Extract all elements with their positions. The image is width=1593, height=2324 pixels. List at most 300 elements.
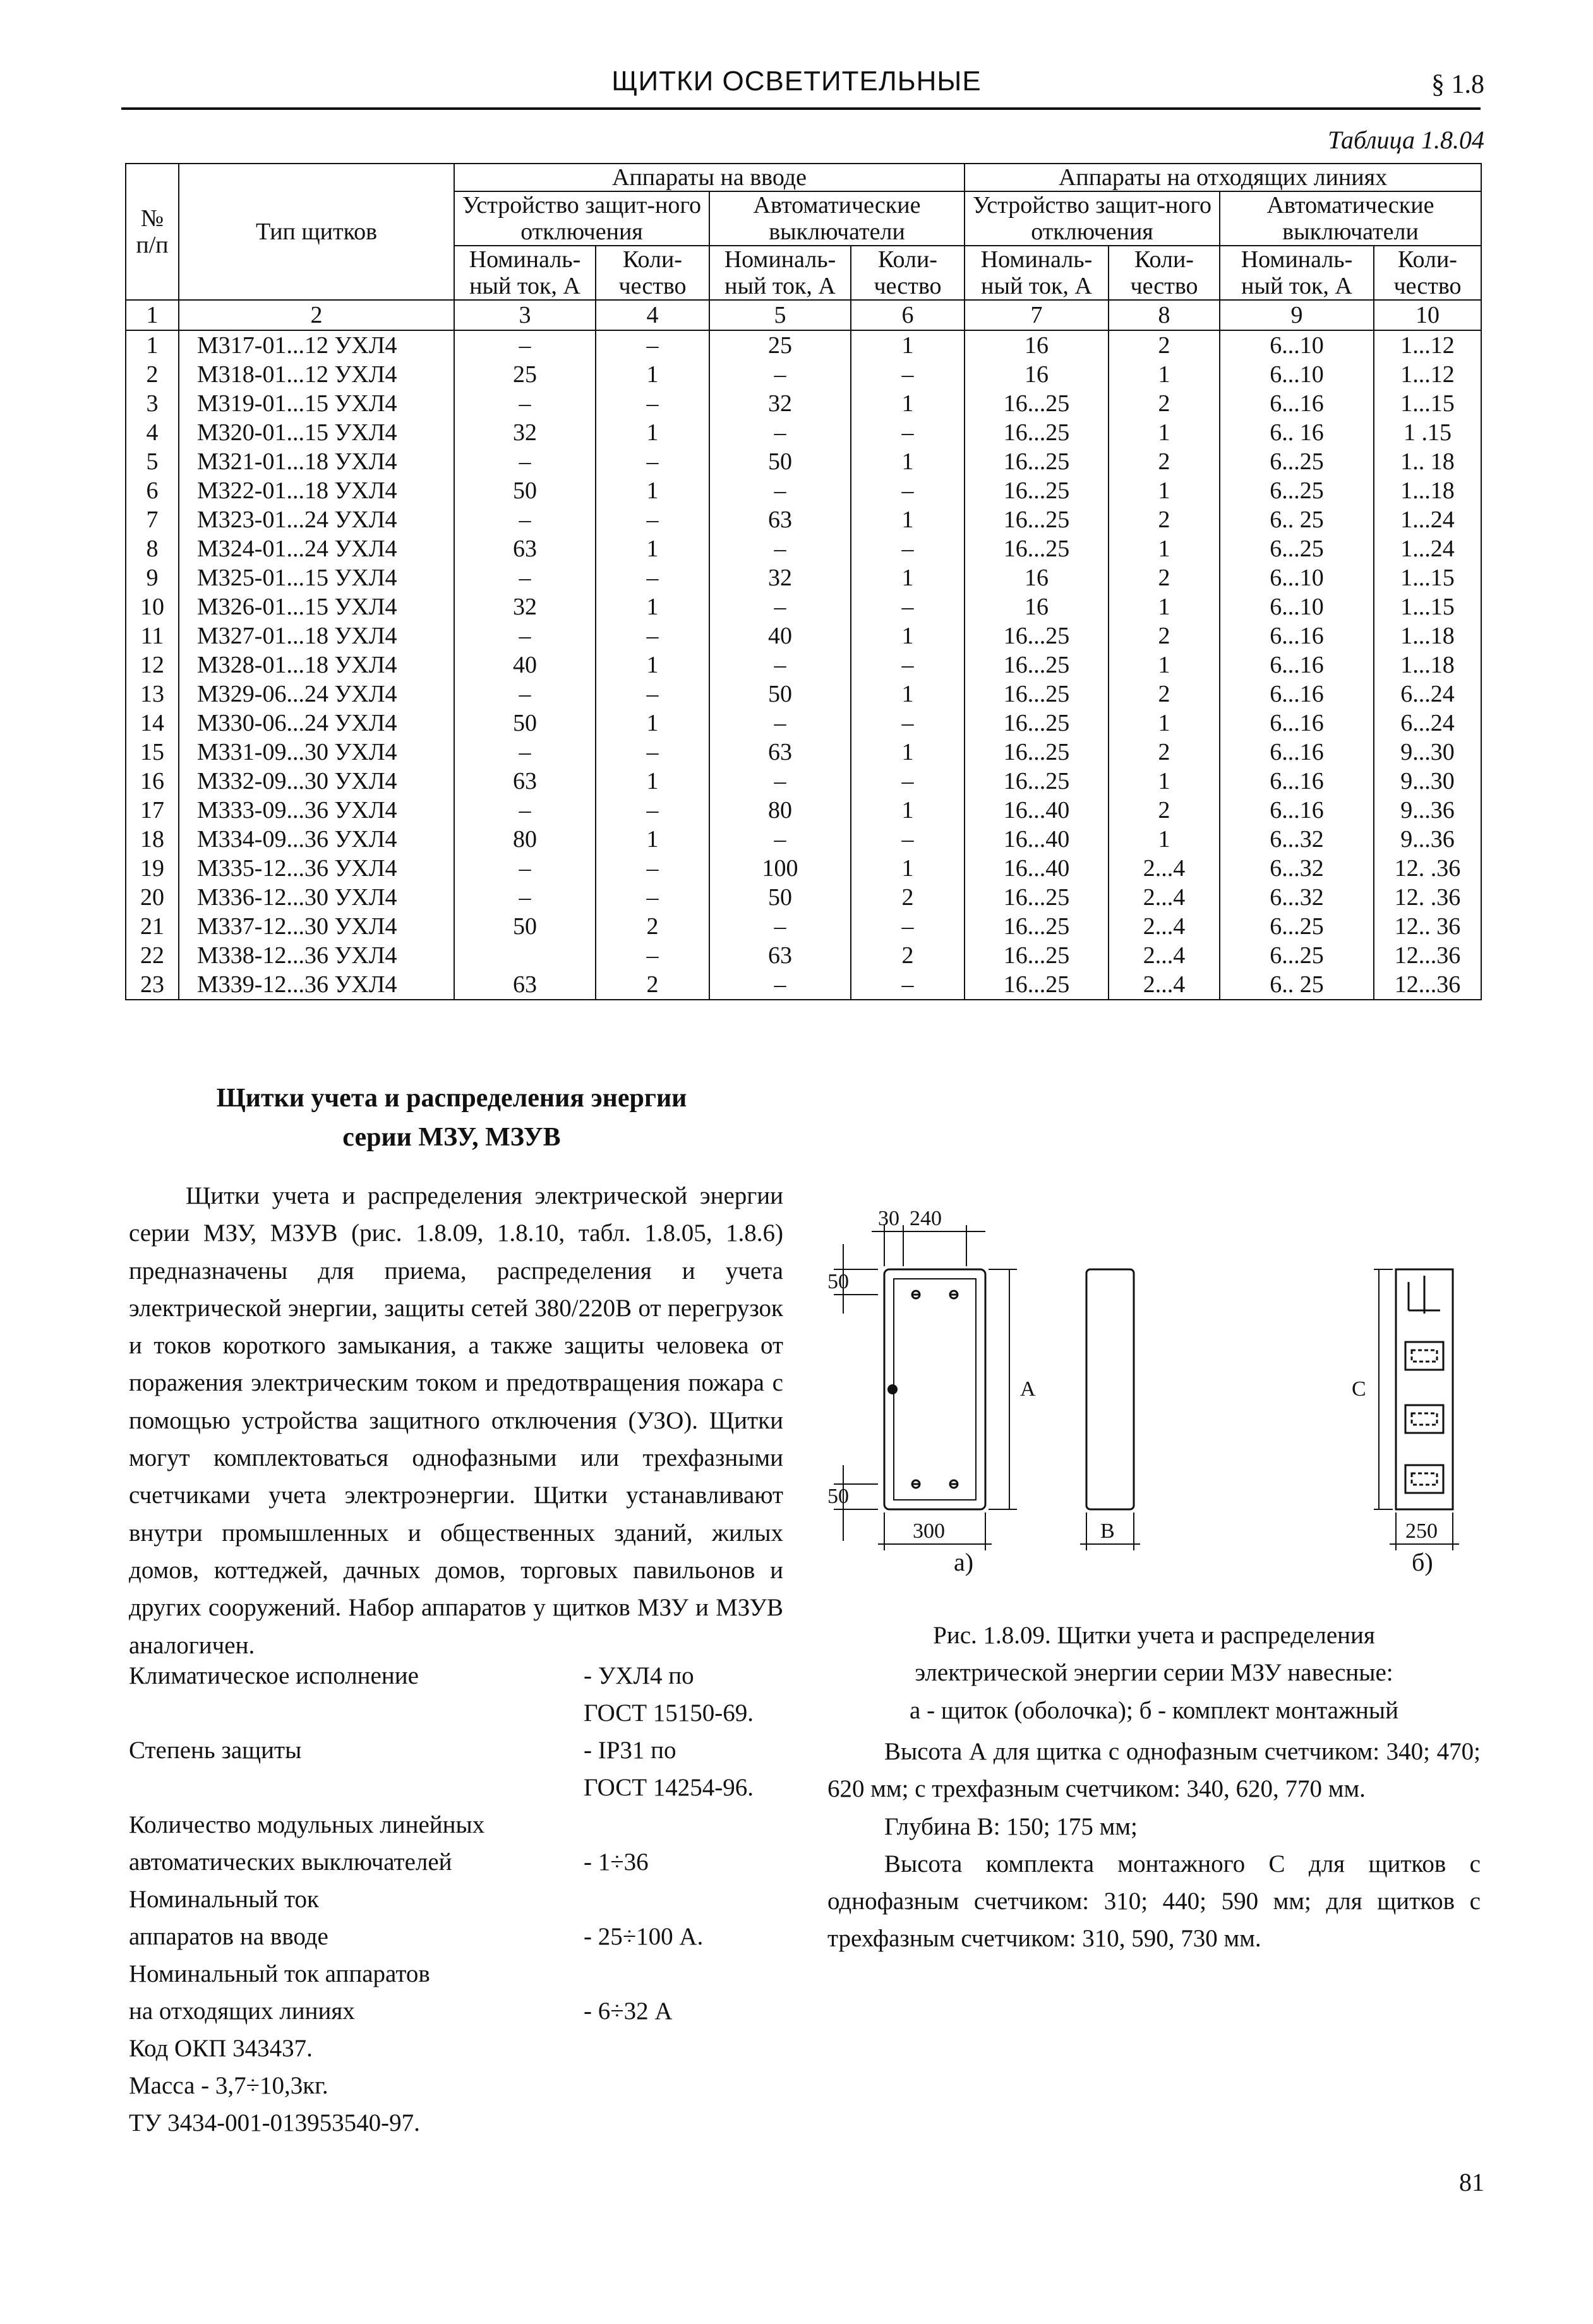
page-number: 81 bbox=[1459, 2168, 1484, 2196]
table-cell: 1 bbox=[596, 825, 709, 854]
spec-label: ТУ 3434-001-013953540-97. bbox=[129, 2109, 420, 2136]
table-cell: – bbox=[709, 970, 851, 1000]
table-cell: 12...36 bbox=[1374, 941, 1481, 970]
table-row bbox=[126, 621, 1481, 650]
table-cell: 16...25 bbox=[965, 709, 1109, 738]
table-cell: 80 bbox=[454, 825, 596, 854]
spec-value: - 6÷32 А bbox=[584, 1998, 673, 2025]
table-cell: 20 bbox=[126, 883, 179, 912]
table-cell: – bbox=[454, 505, 596, 534]
column-number-cell: 5 bbox=[709, 300, 851, 330]
table-cell: – bbox=[851, 767, 965, 796]
spec-value: - IP31 по bbox=[584, 1737, 676, 1764]
spec-label: автоматических выключателей bbox=[129, 1848, 452, 1876]
table-cell: – bbox=[454, 883, 596, 912]
table-cell: 10 bbox=[126, 592, 179, 621]
table-cell-type: М318-01...12 УХЛ4 bbox=[179, 360, 454, 389]
table-row bbox=[126, 447, 1481, 476]
table-cell: – bbox=[709, 534, 851, 563]
table-cell-type: М322-01...18 УХЛ4 bbox=[179, 476, 454, 505]
table-cell: – bbox=[709, 912, 851, 941]
table-cell-type: М337-12...30 УХЛ4 bbox=[179, 912, 454, 941]
column-number-cell: 8 bbox=[1109, 300, 1220, 330]
spec-label: Номинальный ток аппаратов bbox=[129, 1960, 430, 1987]
figure-note: Высота А для щитка с однофазным счетчиком: 340; 470; 620 мм; с трехфазным счетчиком: 340, 620, 770 мм. bbox=[827, 1738, 1481, 1803]
table-row bbox=[126, 505, 1481, 534]
table-cell: 25 bbox=[709, 330, 851, 360]
table-cell: 6...32 bbox=[1220, 854, 1374, 883]
table-cell: 1 bbox=[851, 330, 965, 360]
table-cell: 7 bbox=[126, 505, 179, 534]
table-row bbox=[126, 534, 1481, 563]
table-cell: 16...25 bbox=[965, 912, 1109, 941]
table-cell: 2 bbox=[1109, 447, 1220, 476]
table-cell: 6...16 bbox=[1220, 709, 1374, 738]
table-cell: 50 bbox=[709, 447, 851, 476]
spec-value: - 1÷36 bbox=[584, 1848, 649, 1876]
table-cell: 2 bbox=[126, 360, 179, 389]
table-cell: 6...25 bbox=[1220, 941, 1374, 970]
table-cell: 6...25 bbox=[1220, 912, 1374, 941]
table-cell: 2...4 bbox=[1109, 970, 1220, 1000]
column-number-cell: 2 bbox=[179, 300, 454, 330]
table-cell: 6...25 bbox=[1220, 447, 1374, 476]
table-cell: 1 bbox=[1109, 767, 1220, 796]
table-cell: 6...24 bbox=[1374, 709, 1481, 738]
table-cell: – bbox=[596, 941, 709, 970]
column-number-cell: 3 bbox=[454, 300, 596, 330]
table-cell: – bbox=[851, 534, 965, 563]
table-cell-type: М321-01...18 УХЛ4 bbox=[179, 447, 454, 476]
table-cell-type: М323-01...24 УХЛ4 bbox=[179, 505, 454, 534]
table-cell: 21 bbox=[126, 912, 179, 941]
dim-b: В bbox=[1100, 1519, 1115, 1543]
table-cell: 1 .15 bbox=[1374, 418, 1481, 447]
table-cell: 1...18 bbox=[1374, 650, 1481, 680]
table-cell: 6...16 bbox=[1220, 650, 1374, 680]
table-cell: – bbox=[596, 854, 709, 883]
table-cell: 63 bbox=[709, 505, 851, 534]
table-cell: 1 bbox=[851, 505, 965, 534]
table-cell: 1...12 bbox=[1374, 360, 1481, 389]
table-cell: 6...16 bbox=[1220, 621, 1374, 650]
table-cell-type: М329-06...24 УХЛ4 bbox=[179, 680, 454, 709]
table-cell: 50 bbox=[454, 709, 596, 738]
table-row bbox=[126, 418, 1481, 447]
table-cell: 6...25 bbox=[1220, 534, 1374, 563]
column-number-cell: 7 bbox=[965, 300, 1109, 330]
spec-label: Климатическое исполнение bbox=[129, 1662, 419, 1689]
table-cell: 16 bbox=[126, 767, 179, 796]
col-header-current: Номиналь-ный ток, А bbox=[454, 246, 596, 300]
page-header-title: ЩИТКИ ОСВЕТИТЕЛЬНЫЕ bbox=[611, 66, 982, 97]
table-cell: – bbox=[709, 767, 851, 796]
dim-c: С bbox=[1352, 1377, 1366, 1401]
table-cell: 2...4 bbox=[1109, 854, 1220, 883]
table-cell: 16 bbox=[965, 563, 1109, 592]
table-cell: 1...15 bbox=[1374, 563, 1481, 592]
table-cell: – bbox=[596, 738, 709, 767]
table-row bbox=[126, 360, 1481, 389]
subheader-input-breakers: Автоматические выключатели bbox=[709, 191, 965, 246]
table-cell: – bbox=[709, 418, 851, 447]
table-cell: 32 bbox=[709, 563, 851, 592]
table-cell: 16...25 bbox=[965, 883, 1109, 912]
table-cell: 2...4 bbox=[1109, 912, 1220, 941]
table-cell: 6...10 bbox=[1220, 360, 1374, 389]
table-cell: 2 bbox=[1109, 796, 1220, 825]
col-header-no: № п/п bbox=[126, 164, 179, 300]
table-cell: – bbox=[851, 418, 965, 447]
table-cell: 1 bbox=[1109, 650, 1220, 680]
section-heading bbox=[158, 1079, 745, 1157]
table-cell: 1 bbox=[596, 767, 709, 796]
table-cell: – bbox=[454, 621, 596, 650]
table-cell: 6 bbox=[126, 476, 179, 505]
table-row bbox=[126, 941, 1481, 970]
table-row bbox=[126, 912, 1481, 941]
table-cell: – bbox=[851, 592, 965, 621]
table-cell: 12. .36 bbox=[1374, 883, 1481, 912]
table-cell: 2 bbox=[596, 912, 709, 941]
table-cell: – bbox=[596, 447, 709, 476]
table-cell: 16 bbox=[965, 330, 1109, 360]
dim-a: А bbox=[1020, 1377, 1036, 1401]
table-cell: – bbox=[454, 330, 596, 360]
table-cell: 6.. 25 bbox=[1220, 970, 1374, 1000]
table-cell: – bbox=[851, 360, 965, 389]
spec-label: на отходящих линиях bbox=[129, 1998, 355, 2025]
table-cell: – bbox=[454, 854, 596, 883]
table-cell: – bbox=[596, 680, 709, 709]
table-cell: 11 bbox=[126, 621, 179, 650]
spec-value: - УХЛ4 по bbox=[584, 1662, 694, 1689]
spec-label: Масса - 3,7÷10,3кг. bbox=[129, 2072, 328, 2099]
table-cell: 25 bbox=[454, 360, 596, 389]
table-cell: 1 bbox=[126, 330, 179, 360]
table-cell: 1 bbox=[851, 680, 965, 709]
col-header-type: Тип щитков bbox=[179, 164, 454, 300]
table-cell: 6.. 16 bbox=[1220, 418, 1374, 447]
table-cell: 12.. 36 bbox=[1374, 912, 1481, 941]
table-cell: 1 bbox=[596, 360, 709, 389]
table-cell: 16...25 bbox=[965, 738, 1109, 767]
table-cell: 14 bbox=[126, 709, 179, 738]
table-cell: 63 bbox=[709, 738, 851, 767]
table-cell: 1 bbox=[1109, 709, 1220, 738]
table-cell: 63 bbox=[454, 970, 596, 1000]
subheader-output-breakers: Автоматические выключатели bbox=[1220, 191, 1481, 246]
col-header-quantity: Коли-чество bbox=[851, 246, 965, 300]
section-heading-line: Щитки учета и распределения энергии bbox=[216, 1084, 687, 1113]
table-cell-type: М331-09...30 УХЛ4 bbox=[179, 738, 454, 767]
table-cell: 2 bbox=[1109, 738, 1220, 767]
specification-table bbox=[125, 163, 1482, 1000]
table-cell: 12 bbox=[126, 650, 179, 680]
figure-label-a: а) bbox=[954, 1548, 974, 1576]
table-cell: 19 bbox=[126, 854, 179, 883]
col-header-quantity: Коли-чество bbox=[596, 246, 709, 300]
table-row bbox=[126, 680, 1481, 709]
table-cell: 16...25 bbox=[965, 534, 1109, 563]
table-cell: 1 bbox=[851, 796, 965, 825]
table-cell-type: М324-01...24 УХЛ4 bbox=[179, 534, 454, 563]
table-row bbox=[126, 767, 1481, 796]
table-row bbox=[126, 592, 1481, 621]
table-cell: 1...18 bbox=[1374, 621, 1481, 650]
dim-250: 250 bbox=[1405, 1519, 1438, 1543]
table-cell: 6...16 bbox=[1220, 767, 1374, 796]
spec-value: - 25÷100 А. bbox=[584, 1923, 704, 1950]
table-cell: 16...40 bbox=[965, 854, 1109, 883]
group-header-input: Аппараты на вводе bbox=[454, 164, 965, 191]
table-row bbox=[126, 796, 1481, 825]
table-cell: 16...25 bbox=[965, 447, 1109, 476]
figure-note: Высота комплекта монтажного С для щитков с однофазным счетчиком: 310; 440; 590 мм; для щитков с трехфазным счетчиком: 310, 590, 730 мм. bbox=[827, 1850, 1481, 1953]
table-cell: 1 bbox=[596, 534, 709, 563]
table-cell: – bbox=[596, 883, 709, 912]
table-cell: 9...30 bbox=[1374, 738, 1481, 767]
table-cell: 1 bbox=[1109, 592, 1220, 621]
table-cell: 9 bbox=[126, 563, 179, 592]
spec-value: ГОСТ 15150-69. bbox=[584, 1699, 754, 1727]
table-cell: 2 bbox=[851, 883, 965, 912]
table-caption: Таблица 1.8.04 bbox=[1328, 126, 1484, 154]
dim-50-top: 50 bbox=[827, 1270, 849, 1293]
dim-300: 300 bbox=[913, 1519, 945, 1543]
table-cell: 2...4 bbox=[1109, 883, 1220, 912]
table-cell-type: М317-01...12 УХЛ4 bbox=[179, 330, 454, 360]
dim-50-bottom: 50 bbox=[827, 1485, 849, 1508]
table-cell: – bbox=[851, 650, 965, 680]
table-cell: – bbox=[596, 796, 709, 825]
subheader-input-rcd: Устройство защит-ного отключения bbox=[454, 191, 709, 246]
table-cell: 1 bbox=[851, 738, 965, 767]
table-cell: 1 bbox=[1109, 360, 1220, 389]
column-number-cell: 9 bbox=[1220, 300, 1374, 330]
table-cell: 2 bbox=[1109, 389, 1220, 418]
table-cell: – bbox=[851, 476, 965, 505]
col-header-current: Номиналь-ный ток, А bbox=[709, 246, 851, 300]
spec-label: Номинальный ток bbox=[129, 1886, 319, 1913]
table-cell: 13 bbox=[126, 680, 179, 709]
table-cell: 16...25 bbox=[965, 767, 1109, 796]
table-cell: – bbox=[454, 447, 596, 476]
col-header-current: Номиналь-ный ток, А bbox=[965, 246, 1109, 300]
enclosure-front-view bbox=[884, 1269, 985, 1509]
table-cell: – bbox=[851, 970, 965, 1000]
table-cell: 12...36 bbox=[1374, 970, 1481, 1000]
spec-label: Количество модульных линейных bbox=[129, 1811, 485, 1838]
table-cell-type: М334-09...36 УХЛ4 bbox=[179, 825, 454, 854]
table-cell: – bbox=[596, 330, 709, 360]
table-row bbox=[126, 563, 1481, 592]
table-cell: 5 bbox=[126, 447, 179, 476]
spec-label: Степень защиты bbox=[129, 1737, 302, 1764]
table-cell: 2 bbox=[1109, 680, 1220, 709]
table-cell: 1 bbox=[1109, 418, 1220, 447]
table-cell: 1...12 bbox=[1374, 330, 1481, 360]
figure-caption-line: Рис. 1.8.09. Щитки учета и распределения bbox=[933, 1622, 1375, 1649]
spec-value: ГОСТ 14254-96. bbox=[584, 1774, 754, 1801]
table-cell: 1 bbox=[1109, 534, 1220, 563]
table-cell: 80 bbox=[709, 796, 851, 825]
table-cell: 32 bbox=[454, 592, 596, 621]
table-cell: 50 bbox=[709, 883, 851, 912]
table-cell: 1 bbox=[851, 389, 965, 418]
col-header-quantity: Коли-чество bbox=[1374, 246, 1481, 300]
table-cell: 9...36 bbox=[1374, 825, 1481, 854]
table-cell: 1 bbox=[596, 418, 709, 447]
enclosure-side-view bbox=[1086, 1269, 1134, 1509]
table-cell: 6...16 bbox=[1220, 680, 1374, 709]
table-cell: 18 bbox=[126, 825, 179, 854]
figure-caption bbox=[827, 1617, 1481, 1729]
subheader-output-rcd: Устройство защит-ного отключения bbox=[965, 191, 1220, 246]
table-cell: 40 bbox=[454, 650, 596, 680]
table-cell: 6...10 bbox=[1220, 563, 1374, 592]
section-number: § 1.8 bbox=[1431, 70, 1484, 99]
table-cell: 16...40 bbox=[965, 825, 1109, 854]
table-cell: 63 bbox=[454, 767, 596, 796]
table-cell: – bbox=[596, 505, 709, 534]
column-number-cell: 6 bbox=[851, 300, 965, 330]
table-cell: 23 bbox=[126, 970, 179, 1000]
table-row bbox=[126, 709, 1481, 738]
table-row bbox=[126, 389, 1481, 418]
table-cell: 1...24 bbox=[1374, 505, 1481, 534]
table-cell: 32 bbox=[454, 418, 596, 447]
table-cell: 17 bbox=[126, 796, 179, 825]
section-heading-line: серии МЗУ, МЗУВ bbox=[342, 1123, 561, 1152]
table-cell: 16...25 bbox=[965, 650, 1109, 680]
table-cell-type: М330-06...24 УХЛ4 bbox=[179, 709, 454, 738]
table-row bbox=[126, 825, 1481, 854]
table-cell bbox=[454, 941, 596, 970]
table-row bbox=[126, 650, 1481, 680]
table-cell: 6...16 bbox=[1220, 738, 1374, 767]
table-cell: 6...32 bbox=[1220, 883, 1374, 912]
table-row bbox=[126, 330, 1481, 360]
table-cell-type: М336-12...30 УХЛ4 bbox=[179, 883, 454, 912]
column-number-cell: 1 bbox=[126, 300, 179, 330]
table-cell: 16...25 bbox=[965, 970, 1109, 1000]
table-cell: 3 bbox=[126, 389, 179, 418]
spec-list bbox=[129, 1657, 824, 2137]
table-cell-type: М319-01...15 УХЛ4 bbox=[179, 389, 454, 418]
table-cell: 16...25 bbox=[965, 941, 1109, 970]
table-cell: 1 bbox=[596, 709, 709, 738]
table-cell: – bbox=[454, 738, 596, 767]
table-cell: 1 bbox=[1109, 825, 1220, 854]
header-rule bbox=[121, 107, 1481, 110]
table-cell: 6...32 bbox=[1220, 825, 1374, 854]
table-cell-type: М333-09...36 УХЛ4 bbox=[179, 796, 454, 825]
table-cell: 6.. 25 bbox=[1220, 505, 1374, 534]
table-cell: 16 bbox=[965, 360, 1109, 389]
table-cell-type: М338-12...36 УХЛ4 bbox=[179, 941, 454, 970]
table-row bbox=[126, 970, 1481, 1000]
table-cell: – bbox=[709, 360, 851, 389]
table-cell: 1 bbox=[851, 447, 965, 476]
table-cell: 2 bbox=[596, 970, 709, 1000]
col-header-current: Номиналь-ный ток, А bbox=[1220, 246, 1374, 300]
spec-label: Код ОКП 343437. bbox=[129, 2035, 313, 2062]
table-cell-type: М332-09...30 УХЛ4 bbox=[179, 767, 454, 796]
table-cell: – bbox=[709, 709, 851, 738]
table-cell: 16...25 bbox=[965, 680, 1109, 709]
table-cell: 50 bbox=[454, 476, 596, 505]
table-cell: 1...15 bbox=[1374, 389, 1481, 418]
spec-label: аппаратов на вводе bbox=[129, 1923, 328, 1950]
table-cell: 63 bbox=[454, 534, 596, 563]
table-cell: 16...25 bbox=[965, 621, 1109, 650]
column-number-row bbox=[126, 300, 1481, 330]
figure-drawing bbox=[809, 1187, 1491, 1604]
table-cell-type: М328-01...18 УХЛ4 bbox=[179, 650, 454, 680]
table-cell: 1.. 18 bbox=[1374, 447, 1481, 476]
figure-notes bbox=[827, 1733, 1481, 1958]
table-cell: 4 bbox=[126, 418, 179, 447]
table-cell: – bbox=[709, 476, 851, 505]
table-cell: 1 bbox=[851, 563, 965, 592]
table-cell: – bbox=[596, 621, 709, 650]
table-cell: 1 bbox=[851, 854, 965, 883]
table-cell: 1 bbox=[596, 650, 709, 680]
figure-caption-line: электрической энергии серии МЗУ навесные: bbox=[915, 1659, 1393, 1687]
table-cell: 22 bbox=[126, 941, 179, 970]
table-cell: 12. .36 bbox=[1374, 854, 1481, 883]
table-cell: – bbox=[851, 825, 965, 854]
table-cell: 1 bbox=[596, 592, 709, 621]
table-cell: 6...25 bbox=[1220, 476, 1374, 505]
table-cell: – bbox=[851, 912, 965, 941]
figure-caption-line: а - щиток (оболочка); б - комплект монтажный bbox=[910, 1696, 1398, 1724]
col-header-quantity: Коли-чество bbox=[1109, 246, 1220, 300]
table-row bbox=[126, 738, 1481, 767]
table-cell: 16...25 bbox=[965, 389, 1109, 418]
table-cell: 2 bbox=[1109, 563, 1220, 592]
table-cell: 6...16 bbox=[1220, 389, 1374, 418]
table-cell: 2...4 bbox=[1109, 941, 1220, 970]
table-cell: 2 bbox=[851, 941, 965, 970]
column-number-cell: 10 bbox=[1374, 300, 1481, 330]
table-cell: – bbox=[454, 796, 596, 825]
table-cell: 2 bbox=[1109, 505, 1220, 534]
body-text: Щитки учета и распределения электрической энергии серии МЗУ, МЗУВ (рис. 1.8.09, 1.8.10, табл. 1.8.05, 1.8.6) предназначены для приема, распределения и учета электрической энергии, защиты сетей 380/220В от перегрузок и токов короткого замыкания, а также защиты человека от поражения электрическим током и предотвращения пожара с помощью устройства защитного отключения (УЗО). Щитки могут комплектоваться однофазными или трехфазными счетчиками учета электроэнергии. Щитки устанавливают внутри промышленных и общественных зданий, жилых домов, коттеджей, дачных домов, торговых павильонов и других сооружений. Набор аппаратов у щитков МЗУ и МЗУВ аналогичен. bbox=[129, 1182, 783, 1659]
table-cell: 8 bbox=[126, 534, 179, 563]
group-header-output: Аппараты на отходящих линиях bbox=[965, 164, 1481, 191]
table-cell-type: М327-01...18 УХЛ4 bbox=[179, 621, 454, 650]
table-cell: 100 bbox=[709, 854, 851, 883]
table-cell-type: М326-01...15 УХЛ4 bbox=[179, 592, 454, 621]
table-cell: 2 bbox=[1109, 621, 1220, 650]
table-cell: – bbox=[454, 680, 596, 709]
table-cell: 63 bbox=[709, 941, 851, 970]
table-cell: 9...36 bbox=[1374, 796, 1481, 825]
table-cell: – bbox=[454, 563, 596, 592]
table-cell: 6...10 bbox=[1220, 592, 1374, 621]
table-cell: 1 bbox=[851, 621, 965, 650]
table-cell: – bbox=[851, 709, 965, 738]
column-number-cell: 4 bbox=[596, 300, 709, 330]
table-cell: 16...25 bbox=[965, 418, 1109, 447]
dim-240: 240 bbox=[910, 1207, 942, 1230]
table-cell-type: М339-12...36 УХЛ4 bbox=[179, 970, 454, 1000]
table-cell: 15 bbox=[126, 738, 179, 767]
table-cell: 1 bbox=[1109, 476, 1220, 505]
table-cell: 50 bbox=[454, 912, 596, 941]
